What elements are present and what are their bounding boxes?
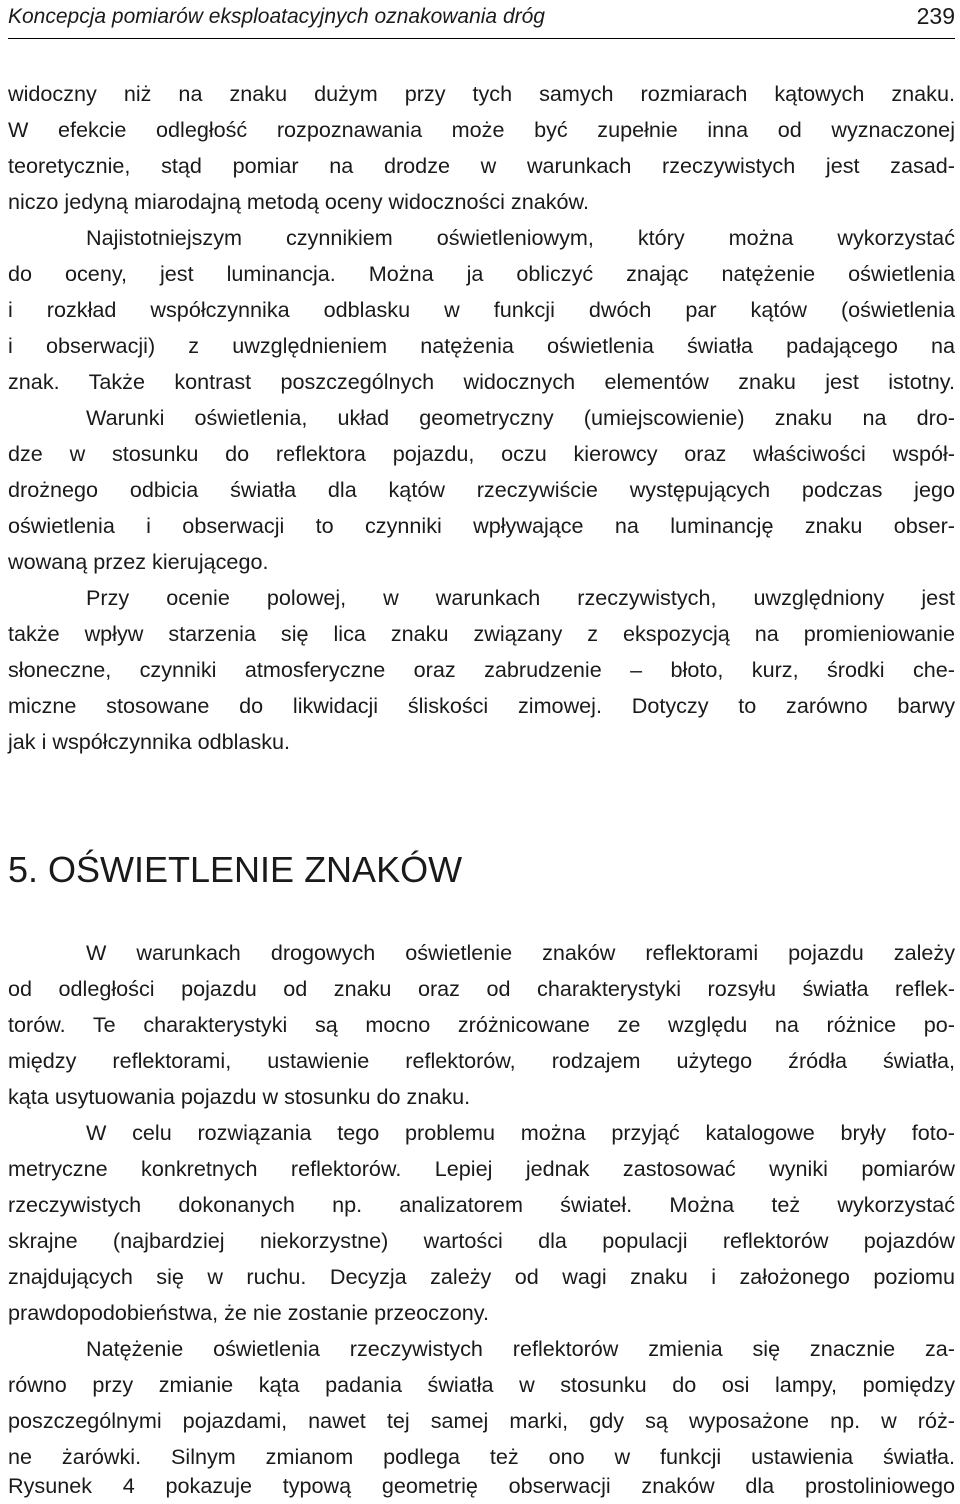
text-line: torów. Te charakterystyki są mocno zróżnicowane ze względu na różnice po- [8, 1012, 955, 1037]
text-line: Natężenie oświetlenia rzeczywistych reflektorów zmienia się znacznie za- [86, 1336, 955, 1361]
text-line: ne żarówki. Silnym zmianom podlega też ono w funkcji ustawienia światła. [8, 1444, 955, 1469]
page-number: 239 [916, 3, 955, 29]
text-line: prawdopodobieństwa, że nie zostanie przeoczony. [8, 1300, 489, 1325]
text-line: W efekcie odległość rozpoznawania może być zupełnie inna od wyznaczonej [8, 117, 955, 142]
text-line: skrajne (najbardziej niekorzystne) wartości dla populacji reflektorów pojazdów [8, 1228, 955, 1253]
text-line: oświetlenia i obserwacji to czynniki wpływające na luminancję znaku obser- [8, 513, 955, 538]
text-line: W celu rozwiązania tego problemu można przyjąć katalogowe bryły foto- [86, 1120, 955, 1145]
text-line: i obserwacji) z uwzględnieniem natężenia oświetlenia światła padającego na [8, 333, 955, 358]
text-line: Najistotniejszym czynnikiem oświetleniowym, który można wykorzystać [86, 225, 955, 250]
text-line: poszczególnymi pojazdami, nawet tej samej marki, gdy są wyposażone np. w róż- [8, 1408, 955, 1433]
text-line: do oceny, jest luminancja. Można ja obliczyć znając natężenie oświetlenia [8, 261, 955, 286]
text-line: Rysunek 4 pokazuje typową geometrię obserwacji znaków dla prostoliniowego [8, 1473, 955, 1498]
text-line: i rozkład współczynnika odblasku w funkcji dwóch par kątów (oświetlenia [8, 297, 955, 322]
text-line: drożnego odbicia światła dla kątów rzeczywiście występujących podczas jego [8, 477, 955, 502]
text-line: Warunki oświetlenia, układ geometryczny (umiejscowienie) znaku na dro- [86, 405, 955, 430]
text-line: także wpływ starzenia się lica znaku związany z ekspozycją na promieniowanie [8, 621, 955, 646]
text-line: od odległości pojazdu od znaku oraz od charakterystyki rozsyłu światła reflek- [8, 976, 955, 1001]
section-heading: 5. OŚWIETLENIE ZNAKÓW [8, 849, 463, 890]
text-line: widoczny niż na znaku dużym przy tych samych rozmiarach kątowych znaku. [8, 81, 955, 106]
text-line: teoretycznie, stąd pomiar na drodze w warunkach rzeczywistych jest zasad- [8, 153, 955, 178]
text-line: miczne stosowane do likwidacji śliskości zimowej. Dotyczy to zarówno barwy [8, 693, 955, 718]
text-line: znajdujących się w ruchu. Decyzja zależy od wagi znaku i założonego poziomu [8, 1264, 955, 1289]
text-line: niczo jedyną miarodajną metodą oceny widoczności znaków. [8, 189, 589, 214]
text-line: między reflektorami, ustawienie reflektorów, rodzajem użytego źródła światła, [8, 1048, 955, 1073]
text-line: W warunkach drogowych oświetlenie znaków reflektorami pojazdu zależy [86, 940, 955, 965]
text-line: dze w stosunku do reflektora pojazdu, oczu kierowcy oraz właściwości współ- [8, 441, 955, 466]
text-line: Przy ocenie polowej, w warunkach rzeczywistych, uwzględniony jest [86, 585, 955, 610]
page-header [8, 0, 955, 39]
text-line: jak i współczynnika odblasku. [8, 729, 291, 754]
text-line: słoneczne, czynniki atmosferyczne oraz zabrudzenie – błoto, kurz, środki che- [8, 657, 955, 682]
text-line: równo przy zmianie kąta padania światła w stosunku do osi lampy, pomiędzy [8, 1372, 955, 1397]
text-line: kąta usytuowania pojazdu w stosunku do znaku. [8, 1084, 471, 1109]
text-line: rzeczywistych dokonanych np. analizatorem świateł. Można też wykorzystać [8, 1192, 955, 1217]
text-line: wowaną przez kierującego. [8, 549, 269, 574]
running-title: Koncepcja pomiarów eksploatacyjnych oznakowania dróg [8, 5, 545, 28]
text-line: metryczne konkretnych reflektorów. Lepiej jednak zastosować wyniki pomiarów [8, 1156, 955, 1181]
text-line: znak. Także kontrast poszczególnych widocznych elementów znaku jest istotny. [8, 369, 955, 394]
